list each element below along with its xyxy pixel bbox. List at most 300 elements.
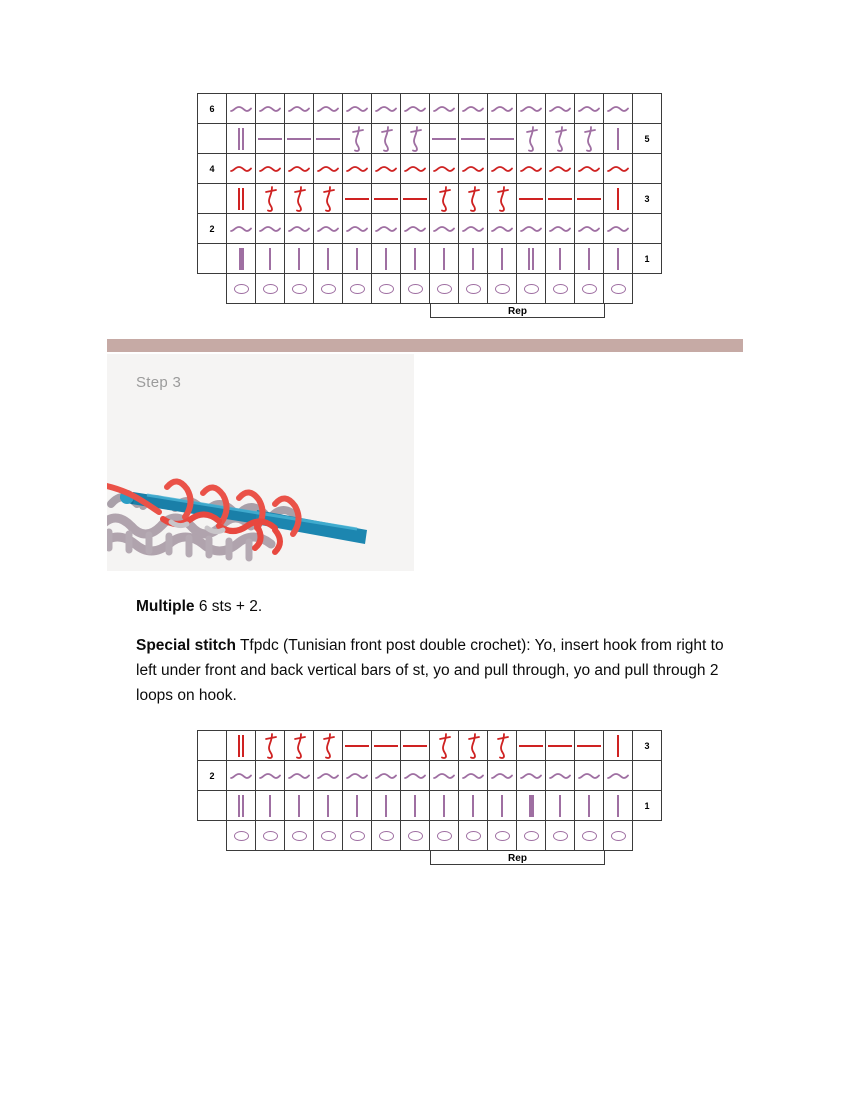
chart-cell: [400, 790, 430, 821]
chart-cell: [603, 790, 633, 821]
chart-cell: [545, 790, 575, 821]
chart-cell: [603, 820, 633, 851]
squiggle-symbol: [578, 224, 600, 234]
chain-oval-symbol: [350, 831, 365, 841]
row-number-right: 1: [632, 243, 662, 274]
row-number-right-empty: [632, 213, 662, 244]
chart-cell: [226, 730, 256, 761]
chart-cell: [342, 790, 372, 821]
chart-cell: [371, 93, 401, 124]
chain-oval-symbol: [466, 831, 481, 841]
tfpdc-symbol: [262, 186, 278, 212]
chart-cell: [487, 820, 517, 851]
chain-oval-symbol: [292, 284, 307, 294]
multiple-value: 6 sts + 2.: [194, 598, 263, 615]
chart-cell: [516, 790, 546, 821]
chain-dash-symbol: [519, 198, 543, 200]
row-number-left-empty: [197, 790, 227, 821]
chart-cell: [429, 273, 459, 304]
chart-cell: [255, 123, 285, 154]
chain-dash-symbol: [490, 138, 514, 140]
vertical-bar-symbol: [327, 248, 329, 270]
chain-oval-symbol: [408, 831, 423, 841]
tfpdc-symbol: [349, 126, 365, 152]
squiggle-symbol: [520, 104, 542, 114]
vertical-bar-symbol: [501, 795, 503, 817]
chart-cell: [545, 213, 575, 244]
squiggle-symbol: [346, 771, 368, 781]
thick-vertical-bar-symbol: [239, 248, 244, 270]
chart-cell: [429, 730, 459, 761]
chart-cell: [545, 153, 575, 184]
double-vertical-bar-symbol: [238, 795, 244, 817]
chain-dash-symbol: [577, 198, 601, 200]
chain-dash-symbol: [432, 138, 456, 140]
chart-cell: [313, 153, 343, 184]
chart-cell: [400, 183, 430, 214]
squiggle-symbol: [230, 164, 252, 174]
squiggle-symbol: [607, 104, 629, 114]
squiggle-symbol: [578, 771, 600, 781]
chart-cell: [487, 790, 517, 821]
chart-row: [197, 213, 661, 243]
vertical-bar-symbol: [588, 795, 590, 817]
row-number-left-empty: [197, 820, 227, 851]
vertical-bar-symbol: [617, 795, 619, 817]
squiggle-symbol: [288, 164, 310, 174]
chart-cell: [574, 730, 604, 761]
chart-cell: [400, 213, 430, 244]
squiggle-symbol: [288, 104, 310, 114]
vertical-bar-symbol: [414, 795, 416, 817]
chart-cell: [226, 93, 256, 124]
chain-oval-symbol: [466, 284, 481, 294]
double-vertical-bar-symbol: [238, 188, 244, 210]
chart-cell: [226, 790, 256, 821]
row-number-left: 2: [197, 213, 227, 244]
squiggle-symbol: [607, 224, 629, 234]
vertical-bar-symbol: [472, 248, 474, 270]
chart-cell: [516, 730, 546, 761]
special-stitch-label: Special stitch: [136, 637, 236, 654]
chart-cell: [255, 243, 285, 274]
chart-cell: [458, 820, 488, 851]
row-number-right-empty: [632, 153, 662, 184]
squiggle-symbol: [317, 771, 339, 781]
chain-oval-symbol: [379, 831, 394, 841]
tfpdc-symbol: [378, 126, 394, 152]
row-number-left-empty: [197, 243, 227, 274]
row-number-left-empty: [197, 730, 227, 761]
chart-cell: [342, 123, 372, 154]
squiggle-symbol: [375, 164, 397, 174]
squiggle-symbol: [549, 224, 571, 234]
squiggle-symbol: [549, 104, 571, 114]
chart-cell: [429, 213, 459, 244]
tfpdc-symbol: [436, 733, 452, 759]
chart-cell: [458, 730, 488, 761]
squiggle-symbol: [346, 164, 368, 174]
chart-grid: [197, 730, 661, 864]
squiggle-symbol: [375, 224, 397, 234]
chart-cell: [226, 820, 256, 851]
chart-row: [197, 730, 661, 760]
chart-cell: [313, 183, 343, 214]
chart-cell: [545, 93, 575, 124]
vertical-bar-symbol: [385, 795, 387, 817]
squiggle-symbol: [433, 104, 455, 114]
chart-cell: [603, 730, 633, 761]
chart-cell: [226, 123, 256, 154]
chart-cell: [516, 273, 546, 304]
squiggle-symbol: [404, 164, 426, 174]
chart-cell: [458, 153, 488, 184]
chart-cell: [255, 213, 285, 244]
rep-bracket: [430, 851, 605, 865]
chain-oval-symbol: [611, 831, 626, 841]
chart-cell: [255, 760, 285, 791]
multiple-line: [136, 594, 736, 619]
chart-cell: [458, 123, 488, 154]
row-number-right: 3: [632, 183, 662, 214]
chart-cell: [574, 213, 604, 244]
vertical-bar-symbol: [617, 248, 619, 270]
chart-cell: [313, 820, 343, 851]
instruction-text: [136, 594, 736, 722]
chain-oval-symbol: [263, 831, 278, 841]
chart-cell: [342, 820, 372, 851]
row-number-left-empty: [197, 183, 227, 214]
chart-cell: [313, 790, 343, 821]
squiggle-symbol: [520, 224, 542, 234]
chart-cell: [313, 213, 343, 244]
squiggle-symbol: [259, 771, 281, 781]
chain-oval-symbol: [582, 284, 597, 294]
squiggle-symbol: [404, 224, 426, 234]
chart-cell: [284, 123, 314, 154]
chain-oval-symbol: [553, 831, 568, 841]
chart-cell: [458, 93, 488, 124]
squiggle-symbol: [404, 104, 426, 114]
tfpdc-symbol: [552, 126, 568, 152]
chain-dash-symbol: [258, 138, 282, 140]
special-stitch-line: [136, 633, 736, 708]
thick-vertical-bar-symbol: [529, 795, 534, 817]
chart-cell: [487, 153, 517, 184]
chain-oval-symbol: [321, 284, 336, 294]
chart-cell: [603, 93, 633, 124]
chart-cell: [371, 183, 401, 214]
chart-cell: [487, 243, 517, 274]
chain-oval-symbol: [437, 284, 452, 294]
row-number-left-empty: [197, 123, 227, 154]
chart-cell: [574, 790, 604, 821]
chart-cell: [429, 123, 459, 154]
chart-cell: [400, 153, 430, 184]
squiggle-symbol: [491, 164, 513, 174]
chart-cell: [429, 243, 459, 274]
chart-cell: [487, 123, 517, 154]
chart-cell: [603, 183, 633, 214]
chain-oval-symbol: [350, 284, 365, 294]
chart-cell: [313, 730, 343, 761]
tfpdc-symbol: [494, 733, 510, 759]
rep-label: Rep: [431, 306, 604, 317]
step-label: Step 3: [136, 374, 182, 391]
rep-bracket: [430, 304, 605, 318]
chart-cell: [226, 153, 256, 184]
chart-row: [197, 273, 661, 303]
chart-cell: [516, 243, 546, 274]
chart-cell: [603, 760, 633, 791]
chart-cell: [487, 760, 517, 791]
vertical-bar-symbol: [617, 188, 619, 210]
chart-cell: [516, 153, 546, 184]
chain-dash-symbol: [461, 138, 485, 140]
step-3-photo: [107, 354, 414, 571]
chart-cell: [284, 213, 314, 244]
tfpdc-symbol: [465, 186, 481, 212]
chain-oval-symbol: [408, 284, 423, 294]
row-number-right-empty: [632, 820, 662, 851]
chart-cell: [284, 243, 314, 274]
vertical-bar-symbol: [269, 248, 271, 270]
chart-cell: [284, 153, 314, 184]
chart-cell: [342, 93, 372, 124]
double-vertical-bar-symbol: [238, 128, 244, 150]
chart-cell: [342, 273, 372, 304]
special-stitch-value: Tfpdc (Tunisian front post double crochet): Yo, insert hook from right to left under front and back vertical bars of st, yo and pull through, yo and pull through 2 loops on hook.: [136, 637, 724, 704]
chart-cell: [371, 820, 401, 851]
chart-cell: [371, 730, 401, 761]
tfpdc-symbol: [320, 733, 336, 759]
chain-oval-symbol: [321, 831, 336, 841]
row-number-right: 3: [632, 730, 662, 761]
chart-cell: [400, 243, 430, 274]
squiggle-symbol: [259, 224, 281, 234]
chart-row: [197, 820, 661, 850]
row-number-left: 4: [197, 153, 227, 184]
chart-cell: [574, 273, 604, 304]
squiggle-symbol: [520, 771, 542, 781]
chart-cell: [255, 790, 285, 821]
chart-cell: [255, 153, 285, 184]
squiggle-symbol: [549, 164, 571, 174]
chart-cell: [255, 273, 285, 304]
chart-cell: [429, 760, 459, 791]
chart-cell: [429, 93, 459, 124]
chart-cell: [371, 273, 401, 304]
chart-cell: [342, 730, 372, 761]
chart-cell: [545, 123, 575, 154]
vertical-bar-symbol: [356, 795, 358, 817]
squiggle-symbol: [462, 164, 484, 174]
squiggle-symbol: [433, 771, 455, 781]
chart-row: [197, 123, 661, 153]
chart-cell: [516, 123, 546, 154]
chart-row: [197, 790, 661, 820]
chart-cell: [574, 183, 604, 214]
chart-cell: [603, 273, 633, 304]
chain-oval-symbol: [495, 831, 510, 841]
chart-cell: [487, 273, 517, 304]
stitch-chart-top: [197, 93, 661, 317]
chart-cell: [313, 93, 343, 124]
double-vertical-bar-symbol: [238, 735, 244, 757]
chart-grid: [197, 93, 661, 317]
chart-cell: [429, 790, 459, 821]
vertical-bar-symbol: [269, 795, 271, 817]
chart-cell: [603, 243, 633, 274]
squiggle-symbol: [230, 104, 252, 114]
chart-cell: [226, 243, 256, 274]
chart-cell: [400, 820, 430, 851]
chart-cell: [284, 760, 314, 791]
chart-cell: [458, 790, 488, 821]
squiggle-symbol: [578, 164, 600, 174]
tfpdc-symbol: [407, 126, 423, 152]
chart-cell: [284, 93, 314, 124]
chart-row: [197, 93, 661, 123]
squiggle-symbol: [491, 224, 513, 234]
chart-cell: [400, 730, 430, 761]
squiggle-symbol: [317, 224, 339, 234]
chart-cell: [603, 123, 633, 154]
vertical-bar-symbol: [501, 248, 503, 270]
chart-cell: [429, 820, 459, 851]
chart-cell: [255, 93, 285, 124]
chart-cell: [226, 760, 256, 791]
chart-cell: [284, 273, 314, 304]
tfpdc-symbol: [465, 733, 481, 759]
chart-cell: [545, 273, 575, 304]
chart-cell: [284, 820, 314, 851]
chart-row: [197, 243, 661, 273]
tfpdc-symbol: [581, 126, 597, 152]
chain-dash-symbol: [519, 745, 543, 747]
chart-cell: [313, 243, 343, 274]
squiggle-symbol: [259, 164, 281, 174]
vertical-bar-symbol: [385, 248, 387, 270]
chart-cell: [545, 760, 575, 791]
chart-cell: [429, 183, 459, 214]
chain-dash-symbol: [403, 198, 427, 200]
squiggle-symbol: [462, 104, 484, 114]
squiggle-symbol: [520, 164, 542, 174]
chart-cell: [284, 730, 314, 761]
row-number-left: 6: [197, 93, 227, 124]
chain-oval-symbol: [524, 831, 539, 841]
tfpdc-symbol: [494, 186, 510, 212]
chain-oval-symbol: [379, 284, 394, 294]
squiggle-symbol: [433, 164, 455, 174]
rose-divider-bar: [107, 339, 743, 352]
chart-cell: [545, 730, 575, 761]
chart-cell: [545, 183, 575, 214]
chart-cell: [255, 820, 285, 851]
chart-cell: [400, 760, 430, 791]
chart-cell: [574, 123, 604, 154]
chart-row: [197, 153, 661, 183]
row-number-right-empty: [632, 760, 662, 791]
chart-cell: [574, 820, 604, 851]
row-number-right-empty: [632, 93, 662, 124]
chart-cell: [371, 123, 401, 154]
chart-cell: [487, 93, 517, 124]
vertical-bar-symbol: [298, 248, 300, 270]
row-number-right-empty: [632, 273, 662, 304]
chart-row: [197, 183, 661, 213]
chart-cell: [516, 760, 546, 791]
chart-cell: [284, 790, 314, 821]
tfpdc-symbol: [436, 186, 452, 212]
chart-cell: [603, 153, 633, 184]
chain-oval-symbol: [234, 284, 249, 294]
chart-cell: [516, 213, 546, 244]
chain-oval-symbol: [553, 284, 568, 294]
squiggle-symbol: [317, 164, 339, 174]
tfpdc-symbol: [320, 186, 336, 212]
squiggle-symbol: [607, 164, 629, 174]
chain-dash-symbol: [548, 745, 572, 747]
chart-cell: [545, 820, 575, 851]
row-number-left-empty: [197, 273, 227, 304]
vertical-bar-symbol: [298, 795, 300, 817]
chart-cell: [574, 760, 604, 791]
chart-cell: [516, 93, 546, 124]
vertical-bar-symbol: [356, 248, 358, 270]
chain-oval-symbol: [611, 284, 626, 294]
chart-cell: [429, 153, 459, 184]
chart-cell: [255, 183, 285, 214]
chain-oval-symbol: [234, 831, 249, 841]
squiggle-symbol: [317, 104, 339, 114]
chart-cell: [226, 183, 256, 214]
chain-dash-symbol: [374, 745, 398, 747]
chain-dash-symbol: [577, 745, 601, 747]
chart-cell: [371, 213, 401, 244]
chain-dash-symbol: [548, 198, 572, 200]
chart-cell: [516, 820, 546, 851]
vertical-bar-symbol: [443, 248, 445, 270]
chart-row: [197, 760, 661, 790]
chain-dash-symbol: [403, 745, 427, 747]
chart-cell: [371, 153, 401, 184]
chart-cell: [458, 243, 488, 274]
chart-cell: [603, 213, 633, 244]
chart-cell: [516, 183, 546, 214]
chart-cell: [313, 273, 343, 304]
chart-cell: [487, 213, 517, 244]
chart-cell: [313, 123, 343, 154]
chart-cell: [400, 93, 430, 124]
chart-cell: [371, 760, 401, 791]
squiggle-symbol: [404, 771, 426, 781]
chain-oval-symbol: [437, 831, 452, 841]
chart-cell: [342, 243, 372, 274]
chart-cell: [342, 183, 372, 214]
vertical-bar-symbol: [472, 795, 474, 817]
chain-oval-symbol: [263, 284, 278, 294]
squiggle-symbol: [549, 771, 571, 781]
chain-oval-symbol: [524, 284, 539, 294]
vertical-bar-symbol: [617, 735, 619, 757]
squiggle-symbol: [375, 104, 397, 114]
chain-oval-symbol: [582, 831, 597, 841]
chain-oval-symbol: [495, 284, 510, 294]
chart-cell: [342, 213, 372, 244]
squiggle-symbol: [607, 771, 629, 781]
